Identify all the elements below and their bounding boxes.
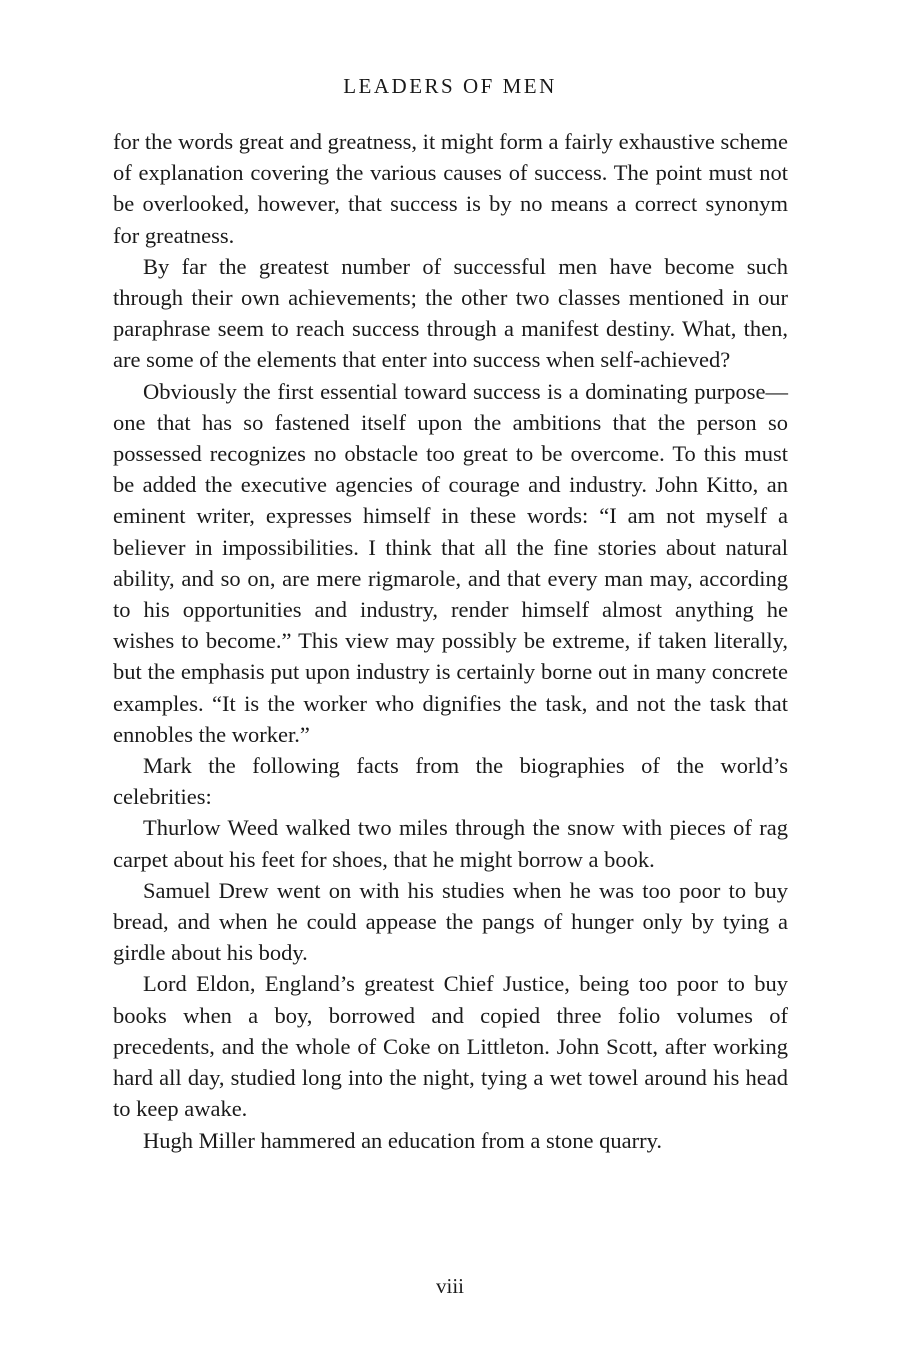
paragraph: Lord Eldon, England’s greatest Chief Justice, being too poor to buy books when a boy, borrowed and copied three folio volumes of precedents, and the whole of Coke on Littleton. John Scott, after working hard all day, studied long into the night, tying a wet towel around his head to keep awake. [113, 971, 788, 1122]
running-head: LEADERS OF MEN [343, 74, 557, 98]
body-text [113, 126, 788, 1156]
paragraph: Mark the following facts from the biographies of the world’s celebrities: [113, 753, 788, 810]
page-number: viii [435, 1274, 464, 1298]
paragraph: Obviously the first essential toward success is a dominating purpose—one that has so fastened itself upon the ambitions that the person so possessed recognizes no obstacle too great to be overcome. To this must be added the executive agencies of courage and industry. John Kitto, an eminent writer, expresses himself in these words: “I am not myself a believer in impossibilities. I think that all the fine stories about natural ability, and so on, are mere rigmarole, and that every man may, according to his opportunities and industry, render himself almost anything he wishes to become.” This view may possibly be extreme, if taken literally, but the emphasis put upon industry is certainly borne out in many concrete examples. “It is the worker who dignifies the task, and not the task that ennobles the worker.” [113, 378, 788, 747]
paragraph: By far the greatest number of successful men have become such through their own achievements; the other two classes mentioned in our paraphrase seem to reach success through a manifest destiny. What, then, are some of the elements that enter into success when self-achieved? [113, 253, 788, 373]
paragraph-continuation: for the words great and greatness, it might form a fairly exhaustive scheme of explanation covering the various causes of success. The point must not be overlooked, however, that success is by no means a correct synonym for greatness. [113, 129, 788, 248]
paragraph: Hugh Miller hammered an education from a stone quarry. [143, 1127, 662, 1153]
paragraph: Thurlow Weed walked two miles through the snow with pieces of rag carpet about his feet for shoes, that he might borrow a book. [113, 815, 788, 872]
paragraph: Samuel Drew went on with his studies when he was too poor to buy bread, and when he could appease the pangs of hunger only by tying a girdle about his body. [113, 877, 788, 966]
